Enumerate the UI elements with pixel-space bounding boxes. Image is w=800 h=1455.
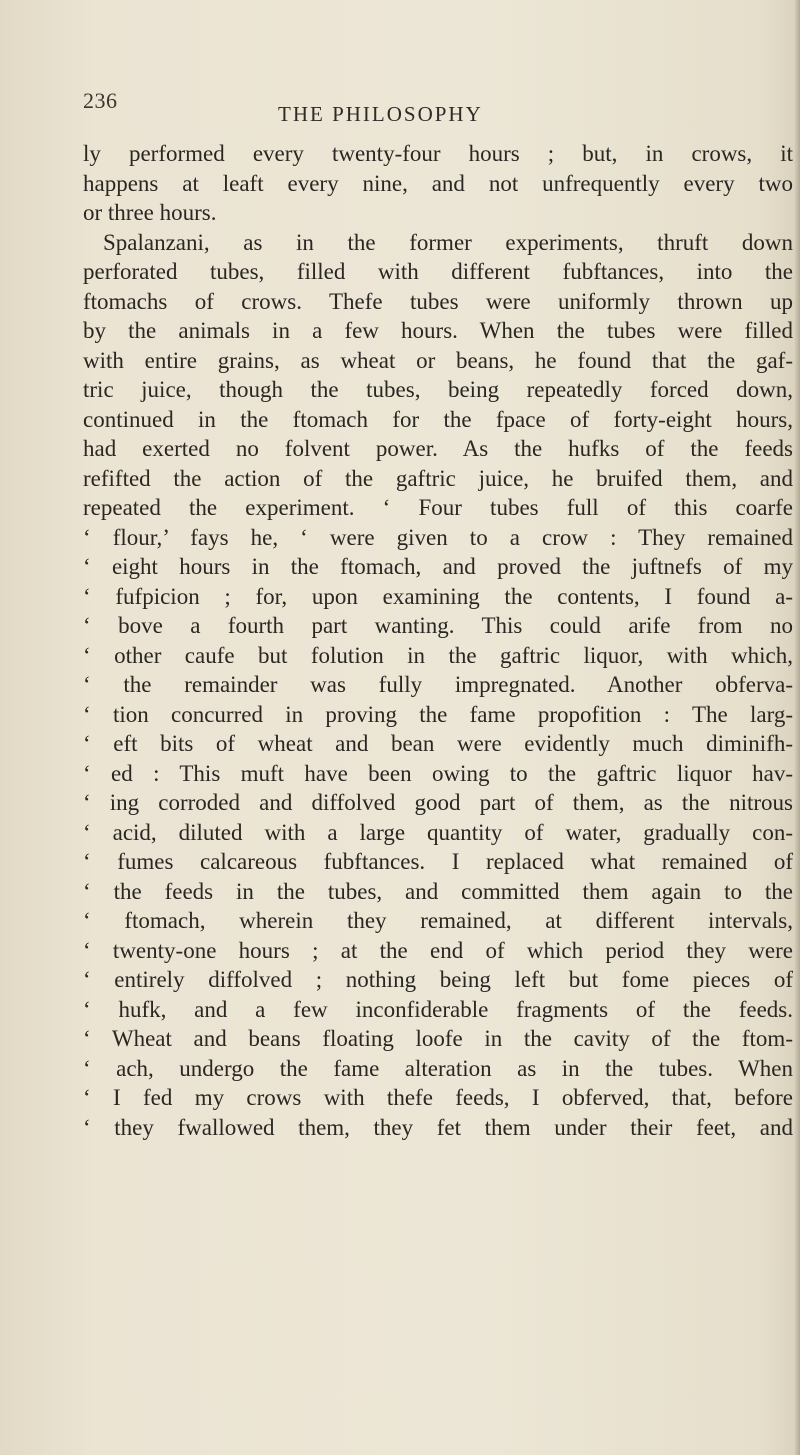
text-line: ‘ other caufe but folution in the gaftric liquor, with which, [83,642,793,668]
text-line: ‘ eight hours in the ftomach, and proved the juftnefs of my [83,554,793,579]
text-line: ‘ hufk, and a few inconfiderable fragments of the feeds. [83,996,793,1022]
text-line: ‘ flour,’ fays he, ‘ were given to a crow : They remained [83,524,793,550]
text-line: ‘ acid, diluted with a large quantity of water, gradually con- [83,819,793,845]
text-line: ‘ ftomach, wherein they remained, at different intervals, [83,908,793,933]
text-line: by the animals in a few hours. When the tubes were filled [83,318,793,343]
text-line: ‘ tion concurred in proving the fame propofition : The larg- [83,701,793,727]
text-line: perforated tubes, filled with different fubftances, into the [83,259,793,284]
text-line: with entire grains, as wheat or beans, he found that the gaf- [83,347,793,373]
body-text [83,139,793,1142]
text-line: ‘ fumes calcareous fubftances. I replaced what remained of [83,849,793,874]
text-line: repeated the experiment. ‘ Four tubes full of this coarfe [83,495,793,520]
text-line: ‘ bove a fourth part wanting. This could arife from no [83,613,793,638]
text-line: Spalanzani, as in the former experiments, thruft down [103,229,793,255]
text-line: ly performed every twenty-four hours ; but, in crows, it [83,141,793,166]
text-line: had exerted no folvent power. As the hufks of the feeds [83,436,793,461]
text-line: ‘ the feeds in the tubes, and committed them again to the [83,878,793,904]
page-edge-shadow [794,0,800,1455]
text-line: tric juice, though the tubes, being repeatedly forced down, [83,377,793,402]
page-number: 236 [83,88,118,113]
text-line: continued in the ftomach for the fpace of forty-eight hours, [83,406,793,432]
text-line: ‘ I fed my crows with thefe feeds, I obferved, that, before [83,1085,793,1110]
text-line: ‘ entirely diffolved ; nothing being left but fome pieces of [83,967,793,992]
text-line: ‘ twenty-one hours ; at the end of which period they were [83,937,793,963]
text-line: ‘ they fwallowed them, they fet them under their feet, and [83,1114,793,1140]
running-title: THE PHILOSOPHY [278,102,483,126]
text-line: ftomachs of crows. Thefe tubes were uniformly thrown up [83,288,793,314]
text-line: ‘ fufpicion ; for, upon examining the contents, I found a- [83,583,793,609]
text-line: refifted the action of the gaftric juice, he bruifed them, and [83,465,793,491]
text-line: ‘ ing corroded and diffolved good part of them, as the nitrous [83,790,793,815]
text-line: ‘ the remainder was fully impregnated. Another obferva- [83,672,793,697]
text-line: happens at leaft every nine, and not unfrequently every two [83,170,793,196]
text-line: or three hours. [83,200,217,225]
text-line: ‘ eft bits of wheat and bean were evidently much diminifh- [83,731,793,756]
text-line: ‘ ed : This muft have been owing to the gaftric liquor hav- [83,760,793,786]
text-line: ‘ ach, undergo the fame alteration as in the tubes. When [83,1055,793,1081]
text-line: ‘ Wheat and beans floating loofe in the cavity of the ftom- [83,1026,793,1051]
